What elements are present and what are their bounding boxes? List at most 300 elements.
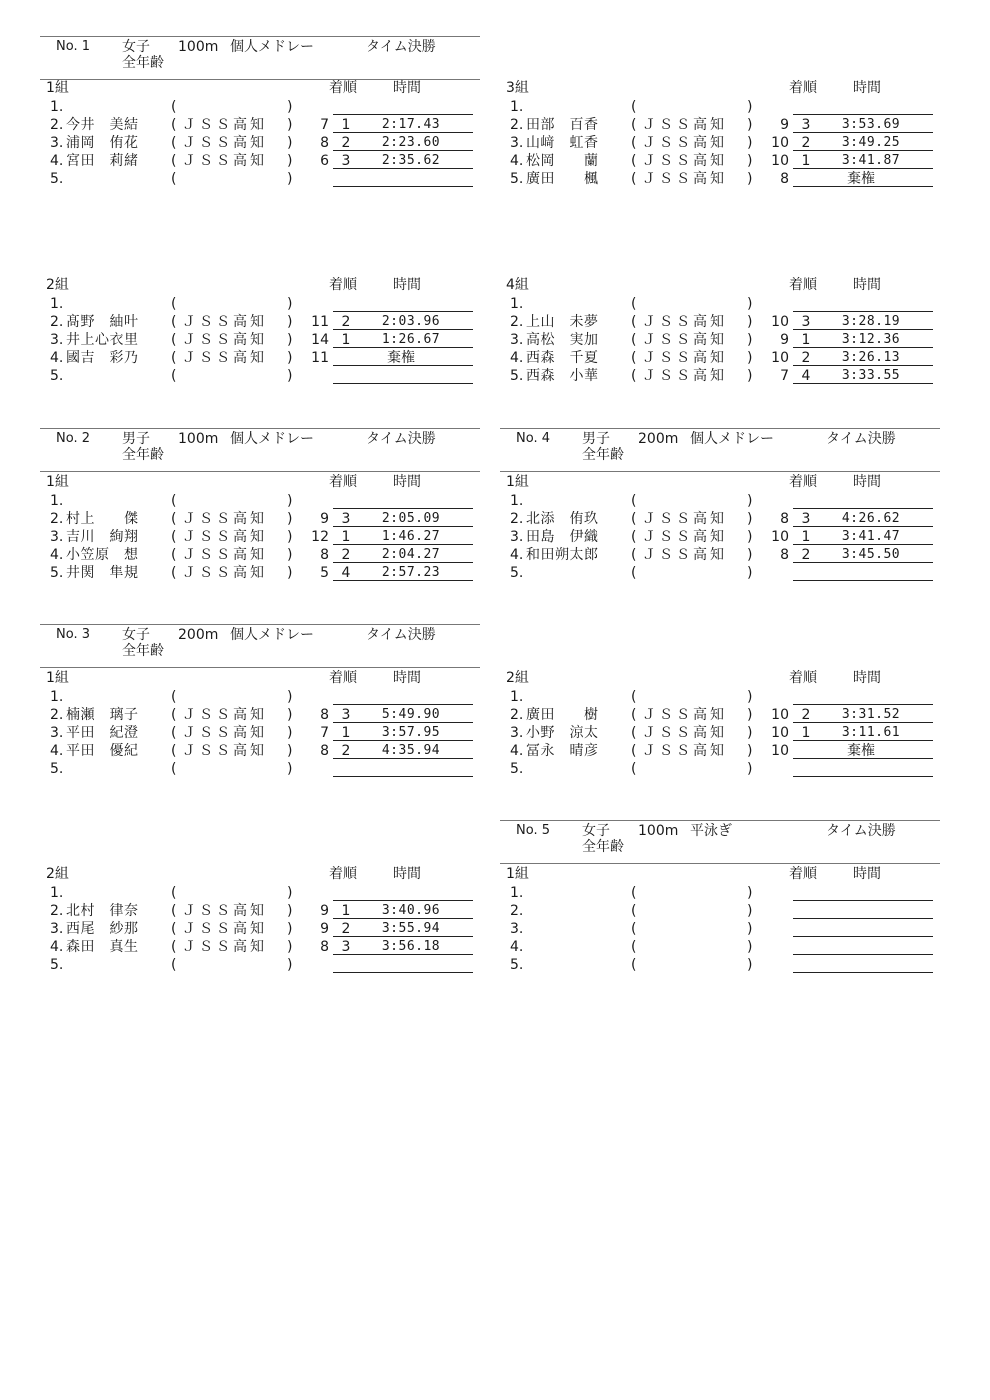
swimmer-age: 6 [320,153,329,169]
open-paren: ( [171,689,177,705]
close-paren: ) [747,368,753,384]
swimmer-age: 9 [320,903,329,919]
result-row [46,510,476,528]
result-row [506,170,936,188]
result-row [46,528,476,546]
open-paren: ( [171,332,177,348]
swimmer-age: 7 [780,368,789,384]
swimmer-name: 田島 伊織 [526,529,599,545]
result-row [46,956,476,974]
finish-time: 3:41.47 [841,529,901,544]
lane-number: 5. [50,171,64,187]
swimmer-name: 平田 優紀 [66,743,139,759]
finish-place: 2 [341,547,351,563]
result-row [46,564,476,582]
swimmer-name: 浦岡 侑花 [66,135,139,151]
result-row [46,742,476,760]
result-underline [793,918,933,919]
close-paren: ) [287,368,293,384]
lane-number: 4. [510,350,524,366]
result-underline [333,383,473,384]
result-row [506,331,936,349]
club-name: ＪＳＳ高知 [642,529,727,545]
result-row [46,152,476,170]
result-status: 棄権 [847,171,875,187]
close-paren: ) [287,921,293,937]
swimmer-age: 8 [320,939,329,955]
group-title: 2組 [506,670,529,686]
open-paren: ( [631,511,637,527]
open-paren: ( [171,314,177,330]
swimmer-name: 山﨑 虹香 [526,135,599,151]
lane-number: 4. [50,350,64,366]
lane-number: 1. [510,493,524,509]
close-paren: ) [287,117,293,133]
open-paren: ( [631,707,637,723]
result-row [506,152,936,170]
club-name: ＪＳＳ高知 [182,529,267,545]
finish-time: 2:05.09 [381,511,441,526]
club-name: ＪＳＳ高知 [182,939,267,955]
finish-time: 3:57.95 [381,725,441,740]
time-column-header: 時間 [393,474,421,490]
club-name: ＪＳＳ高知 [182,903,267,919]
open-paren: ( [171,547,177,563]
event-kind: タイム決勝 [826,431,896,447]
open-paren: ( [631,743,637,759]
time-column-header: 時間 [393,277,421,293]
swimmer-age: 12 [311,529,329,545]
finish-place: 4 [801,368,811,384]
lane-number: 5. [510,565,524,581]
finish-place: 3 [341,511,351,527]
club-name: ＪＳＳ高知 [642,171,727,187]
result-status: 棄権 [847,743,875,759]
result-row [506,688,936,706]
result-row [506,920,936,938]
finish-place: 1 [801,153,811,169]
swimmer-age: 10 [771,707,789,723]
club-name: ＪＳＳ高知 [642,332,727,348]
swimmer-name: 國吉 彩乃 [66,350,139,366]
open-paren: ( [171,117,177,133]
group-title: 2組 [46,866,69,882]
finish-time: 3:12.36 [841,332,901,347]
lane-number: 4. [510,153,524,169]
result-row [46,902,476,920]
time-column-header: 時間 [853,866,881,882]
lane-number: 3. [510,332,524,348]
club-name: ＪＳＳ高知 [182,565,267,581]
result-row [506,884,936,902]
lane-number: 3. [510,135,524,151]
open-paren: ( [171,707,177,723]
finish-time: 3:49.25 [841,135,901,150]
club-name: ＪＳＳ高知 [642,153,727,169]
place-column-header: 着順 [329,670,357,686]
swimmer-age: 8 [780,511,789,527]
group-title: 1組 [46,670,69,686]
close-paren: ) [747,493,753,509]
swimmer-age: 10 [771,135,789,151]
swimmer-name: 村上 傑 [66,511,139,527]
result-underline [793,508,933,509]
club-name: ＪＳＳ高知 [642,743,727,759]
open-paren: ( [631,529,637,545]
swimmer-name: 小野 涼太 [526,725,599,741]
result-row [46,331,476,349]
event-kind: タイム決勝 [826,823,896,839]
open-paren: ( [171,511,177,527]
finish-place: 1 [341,725,351,741]
club-name: ＪＳＳ高知 [642,135,727,151]
result-row [46,116,476,134]
time-column-header: 時間 [853,670,881,686]
result-underline [333,972,473,973]
swimmer-name: 松岡 蘭 [526,153,599,169]
finish-time: 3:31.52 [841,707,901,722]
swimmer-age: 10 [771,743,789,759]
result-row [46,492,476,510]
open-paren: ( [171,153,177,169]
open-paren: ( [171,903,177,919]
event-stroke: 個人メドレー [230,627,314,643]
lane-number: 2. [510,903,524,919]
open-paren: ( [171,135,177,151]
open-paren: ( [171,743,177,759]
finish-place: 2 [801,350,811,366]
open-paren: ( [171,921,177,937]
event-kind: タイム決勝 [366,627,436,643]
result-row [506,902,936,920]
finish-place: 2 [341,743,351,759]
result-row [506,295,936,313]
swimmer-age: 5 [320,565,329,581]
close-paren: ) [287,547,293,563]
event-kind: タイム決勝 [366,431,436,447]
place-column-header: 着順 [789,474,817,490]
open-paren: ( [631,565,637,581]
lane-number: 5. [510,368,524,384]
time-column-header: 時間 [853,474,881,490]
lane-number: 5. [50,957,64,973]
finish-time: 2:35.62 [381,153,441,168]
swimmer-name: 西森 小華 [526,368,599,384]
event-age-class: 全年齢 [122,643,164,659]
club-name: ＪＳＳ高知 [642,368,727,384]
result-row [506,349,936,367]
close-paren: ) [747,761,753,777]
open-paren: ( [171,99,177,115]
swimmer-name: 冨永 晴彦 [526,743,599,759]
close-paren: ) [747,903,753,919]
close-paren: ) [747,565,753,581]
club-name: ＪＳＳ高知 [182,725,267,741]
result-row [506,956,936,974]
lane-number: 3. [510,725,524,741]
close-paren: ) [747,743,753,759]
close-paren: ) [287,761,293,777]
club-name: ＪＳＳ高知 [182,707,267,723]
swimmer-age: 11 [311,350,329,366]
time-column-header: 時間 [393,866,421,882]
close-paren: ) [287,939,293,955]
finish-place: 2 [341,314,351,330]
close-paren: ) [747,725,753,741]
club-name: ＪＳＳ高知 [182,350,267,366]
result-row [46,98,476,116]
result-underline [793,114,933,115]
close-paren: ) [287,314,293,330]
close-paren: ) [747,296,753,312]
swimmer-name: 小笠原 想 [66,547,139,563]
finish-time: 2:17.43 [381,117,441,132]
time-column-header: 時間 [393,670,421,686]
lane-number: 2. [510,707,524,723]
swimmer-age: 8 [780,547,789,563]
swimmer-name: 田部 百香 [526,117,599,133]
finish-time: 3:26.13 [841,350,901,365]
event-stroke: 個人メドレー [230,39,314,55]
result-row [506,528,936,546]
close-paren: ) [287,296,293,312]
close-paren: ) [747,689,753,705]
event-gender: 男子 [582,431,610,447]
lane-number: 5. [50,761,64,777]
close-paren: ) [287,99,293,115]
place-column-header: 着順 [789,866,817,882]
group-title: 1組 [506,474,529,490]
lane-number: 2. [50,707,64,723]
finish-time: 2:03.96 [381,314,441,329]
open-paren: ( [631,761,637,777]
swimmer-name: 平田 紀澄 [66,725,139,741]
place-column-header: 着順 [329,474,357,490]
swimmer-name: 高松 実加 [526,332,599,348]
result-underline [793,900,933,901]
place-column-header: 着順 [329,80,357,96]
finish-time: 5:49.90 [381,707,441,722]
open-paren: ( [171,529,177,545]
open-paren: ( [631,296,637,312]
finish-place: 1 [341,117,351,133]
close-paren: ) [747,350,753,366]
swimmer-age: 9 [780,117,789,133]
club-name: ＪＳＳ高知 [182,153,267,169]
finish-time: 3:45.50 [841,547,901,562]
event-age-class: 全年齢 [122,447,164,463]
swimmer-name: 北村 律奈 [66,903,139,919]
result-underline [793,704,933,705]
swimmer-age: 9 [780,332,789,348]
lane-number: 2. [510,117,524,133]
open-paren: ( [171,565,177,581]
result-row [506,510,936,528]
open-paren: ( [631,117,637,133]
open-paren: ( [171,493,177,509]
lane-number: 2. [50,903,64,919]
club-name: ＪＳＳ高知 [642,511,727,527]
event-age-class: 全年齢 [122,55,164,71]
finish-time: 3:41.87 [841,153,901,168]
swimmer-name: 井上心衣里 [66,332,139,348]
group-title: 1組 [46,80,69,96]
result-row [46,170,476,188]
result-row [46,884,476,902]
finish-place: 2 [341,135,351,151]
open-paren: ( [171,350,177,366]
finish-place: 1 [801,725,811,741]
open-paren: ( [631,99,637,115]
lane-number: 3. [510,921,524,937]
close-paren: ) [287,332,293,348]
open-paren: ( [171,761,177,777]
place-column-header: 着順 [789,80,817,96]
result-row [506,116,936,134]
swimmer-age: 7 [320,117,329,133]
open-paren: ( [631,921,637,937]
time-column-header: 時間 [393,80,421,96]
result-row [46,938,476,956]
open-paren: ( [631,725,637,741]
result-underline [333,311,473,312]
finish-place: 1 [801,529,811,545]
finish-time: 4:26.62 [841,511,901,526]
finish-time: 1:46.27 [381,529,441,544]
result-row [506,492,936,510]
group-title: 1組 [506,866,529,882]
result-underline [793,776,933,777]
result-row [46,134,476,152]
lane-number: 5. [510,761,524,777]
close-paren: ) [287,725,293,741]
close-paren: ) [287,493,293,509]
place-column-header: 着順 [329,866,357,882]
finish-place: 3 [341,153,351,169]
open-paren: ( [631,939,637,955]
swimmer-age: 14 [311,332,329,348]
open-paren: ( [171,725,177,741]
event-stroke: 個人メドレー [690,431,774,447]
lane-number: 4. [510,743,524,759]
finish-place: 1 [341,529,351,545]
lane-number: 1. [510,296,524,312]
result-underline [333,776,473,777]
finish-time: 3:40.96 [381,903,441,918]
group-title: 1組 [46,474,69,490]
lane-number: 1. [510,99,524,115]
lane-number: 1. [50,493,64,509]
close-paren: ) [747,939,753,955]
finish-place: 3 [341,939,351,955]
lane-number: 2. [510,511,524,527]
open-paren: ( [171,296,177,312]
close-paren: ) [747,529,753,545]
finish-time: 2:57.23 [381,565,441,580]
lane-number: 2. [510,314,524,330]
result-row [46,706,476,724]
close-paren: ) [747,332,753,348]
open-paren: ( [631,135,637,151]
close-paren: ) [747,547,753,563]
event-distance: 100m [178,39,219,55]
lane-number: 1. [510,689,524,705]
open-paren: ( [171,939,177,955]
result-row [46,546,476,564]
close-paren: ) [747,171,753,187]
swimmer-age: 8 [320,135,329,151]
open-paren: ( [631,171,637,187]
event-header-no3 [40,624,480,668]
result-underline [333,114,473,115]
finish-place: 3 [801,511,811,527]
lane-number: 3. [50,529,64,545]
open-paren: ( [631,957,637,973]
lane-number: 1. [50,99,64,115]
swimmer-name: 廣田 樹 [526,707,599,723]
event-header-no2 [40,428,480,472]
close-paren: ) [287,171,293,187]
swimmer-age: 7 [320,725,329,741]
swimmer-name: 吉川 絢翔 [66,529,139,545]
open-paren: ( [631,885,637,901]
place-column-header: 着順 [789,277,817,293]
swimmer-name: 今井 美結 [66,117,139,133]
close-paren: ) [747,99,753,115]
close-paren: ) [747,885,753,901]
swimmer-age: 10 [771,153,789,169]
result-row [46,920,476,938]
event-stroke: 個人メドレー [230,431,314,447]
result-underline [793,936,933,937]
finish-place: 2 [341,921,351,937]
lane-number: 3. [50,921,64,937]
result-underline [333,508,473,509]
swimmer-name: 廣田 楓 [526,171,599,187]
lane-number: 5. [510,171,524,187]
club-name: ＪＳＳ高知 [642,117,727,133]
result-row [506,706,936,724]
group-title: 4組 [506,277,529,293]
result-row [506,313,936,331]
group-title: 3組 [506,80,529,96]
club-name: ＪＳＳ高知 [642,725,727,741]
open-paren: ( [631,903,637,919]
event-number: No. 2 [56,431,90,446]
event-header-no5 [500,820,940,864]
result-row [506,564,936,582]
close-paren: ) [747,153,753,169]
close-paren: ) [287,153,293,169]
result-row [46,688,476,706]
lane-number: 5. [50,368,64,384]
lane-number: 4. [50,743,64,759]
club-name: ＪＳＳ高知 [642,547,727,563]
close-paren: ) [747,511,753,527]
lane-number: 1. [50,885,64,901]
lane-number: 3. [50,135,64,151]
club-name: ＪＳＳ高知 [182,117,267,133]
result-underline [793,311,933,312]
lane-number: 3. [50,332,64,348]
swimmer-age: 9 [320,511,329,527]
finish-place: 3 [801,117,811,133]
finish-place: 3 [341,707,351,723]
close-paren: ) [287,689,293,705]
result-status: 棄権 [387,350,415,366]
close-paren: ) [287,135,293,151]
close-paren: ) [287,707,293,723]
